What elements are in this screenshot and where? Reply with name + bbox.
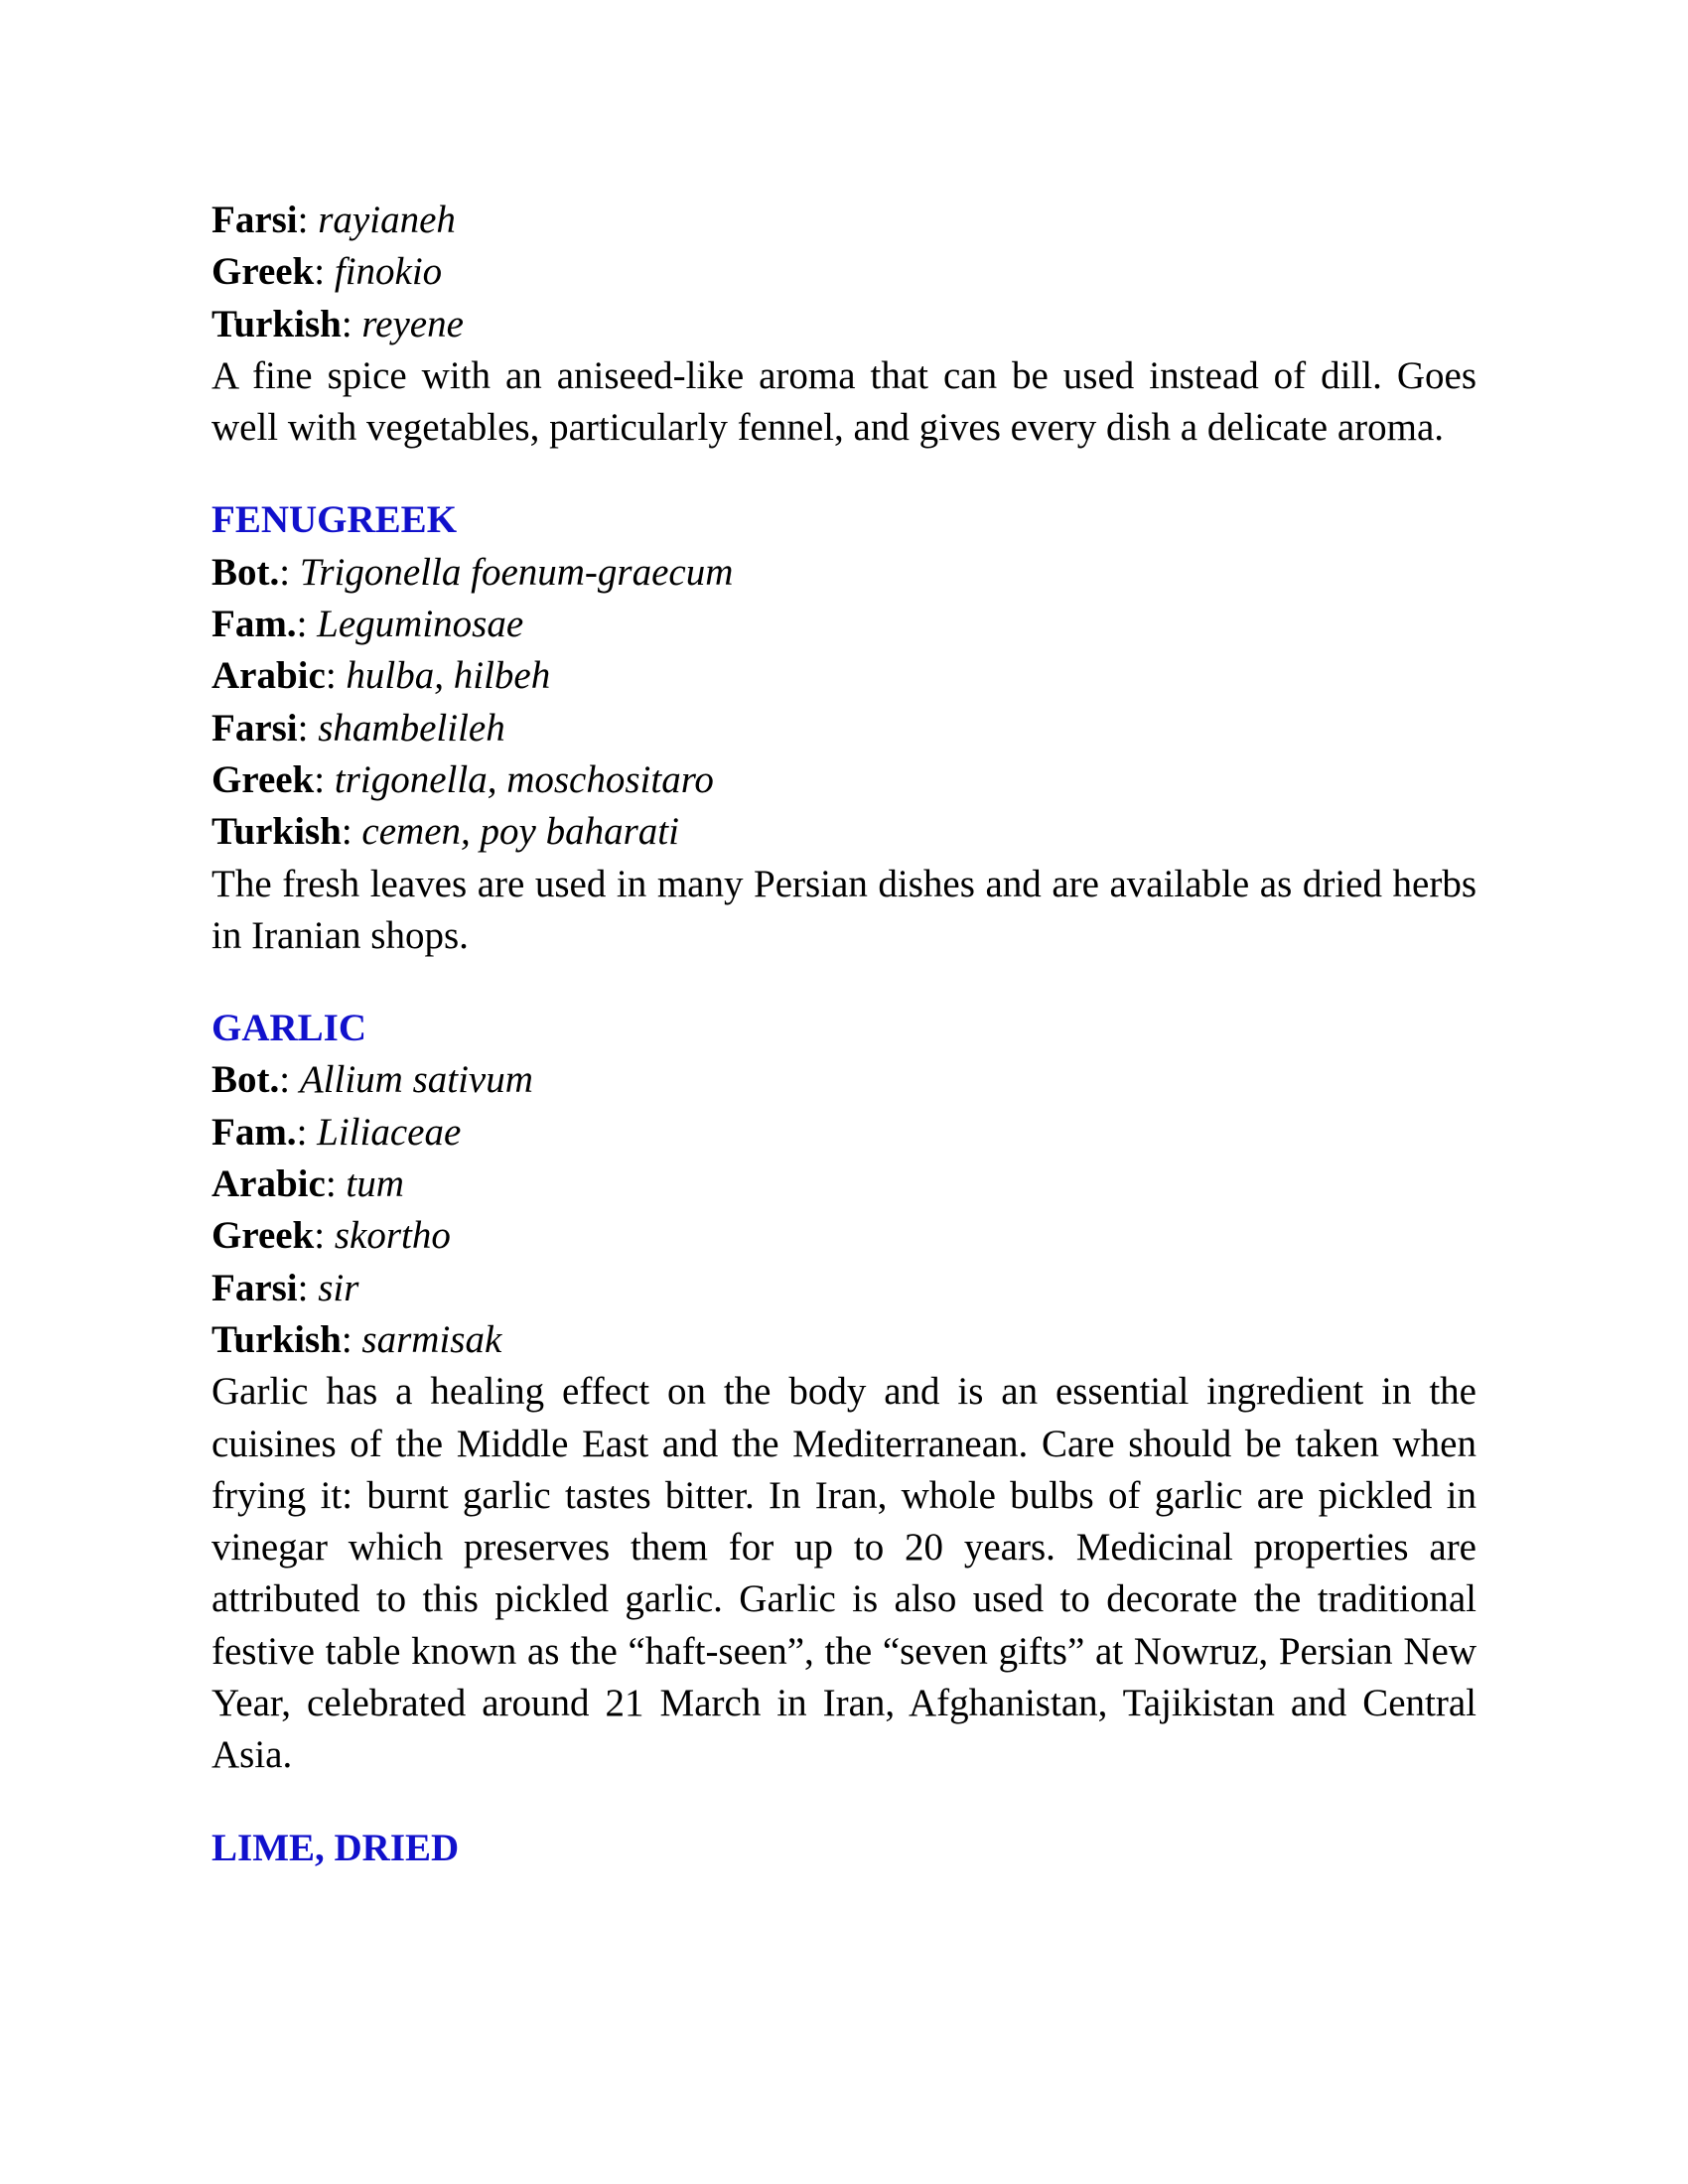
- fenugreek-fam-line: Fam.: Leguminosae: [211, 603, 524, 646]
- intro-description: A fine spice with an aniseed-like aroma that can be used instead of dill. Goes well with vegetables, particularly fennel, and gives every dish a delicate aroma.: [211, 353, 1477, 450]
- garlic-turkish-line: Turkish: sarmisak: [211, 1317, 502, 1361]
- name-term: Turkish: [211, 302, 342, 345]
- name-term: Farsi: [211, 706, 298, 750]
- name-value: skortho: [334, 1214, 451, 1258]
- name-line-greek: Greek: finokio: [211, 250, 443, 294]
- name-term: Bot.: [211, 550, 280, 594]
- name-term: Greek: [211, 757, 315, 801]
- name-term: Bot.: [211, 1058, 280, 1102]
- fenugreek-farsi-line: Farsi: shambelileh: [211, 706, 505, 750]
- name-value: rayianeh: [318, 199, 456, 241]
- name-term: Farsi: [211, 199, 298, 241]
- garlic-bot-line: Bot.: Allium sativum: [211, 1058, 533, 1102]
- name-term: Arabic: [211, 654, 326, 698]
- name-value: reyene: [361, 302, 464, 345]
- name-value: shambelileh: [318, 706, 505, 750]
- name-value: sir: [318, 1266, 359, 1309]
- name-value: Trigonella foenum-graecum: [299, 550, 734, 594]
- name-value: Liliaceae: [317, 1110, 462, 1154]
- garlic-fam-line: Fam.: Liliaceae: [211, 1110, 462, 1154]
- garlic-arabic-line: Arabic: tum: [211, 1162, 404, 1206]
- garlic-greek-line: Greek: skortho: [211, 1214, 451, 1258]
- fenugreek-turkish-line: Turkish: cemen, poy baharati: [211, 810, 679, 854]
- name-value: Leguminosae: [317, 603, 524, 646]
- name-term: Greek: [211, 1214, 315, 1258]
- section-gap: [211, 962, 1477, 1003]
- name-term: Turkish: [211, 1317, 342, 1361]
- name-value: hulba, hilbeh: [346, 654, 551, 698]
- name-value: Allium sativum: [299, 1058, 533, 1102]
- name-value: sarmisak: [361, 1317, 502, 1361]
- fenugreek-bot-line: Bot.: Trigonella foenum-graecum: [211, 550, 734, 594]
- fenugreek-description: The fresh leaves are used in many Persian dishes and are available as dried herbs in Iranian shops.: [211, 862, 1477, 957]
- lime-heading: LIME, DRIED: [211, 1826, 460, 1869]
- name-term: Fam.: [211, 1110, 297, 1154]
- name-value: cemen, poy baharati: [361, 810, 679, 854]
- name-term: Greek: [211, 250, 315, 294]
- garlic-farsi-line: Farsi: sir: [211, 1266, 359, 1309]
- document-page: [211, 195, 1477, 1874]
- name-term: Farsi: [211, 1266, 298, 1309]
- name-line-turkish: Turkish: reyene: [211, 302, 464, 345]
- name-term: Arabic: [211, 1162, 326, 1206]
- section-gap: [211, 454, 1477, 494]
- fenugreek-arabic-line: Arabic: hulba, hilbeh: [211, 654, 551, 698]
- section-gap: [211, 1782, 1477, 1823]
- name-value: tum: [346, 1162, 404, 1206]
- name-term: Turkish: [211, 810, 342, 854]
- name-line-farsi: Farsi: rayianeh: [211, 199, 456, 241]
- garlic-heading: GARLIC: [211, 1007, 367, 1050]
- fenugreek-greek-line: Greek: trigonella, moschositaro: [211, 757, 714, 801]
- name-value: finokio: [334, 250, 443, 294]
- garlic-description: Garlic has a healing effect on the body and is an essential ingredient in the cuisines of the Middle East and the Mediterranean. Care should be taken when frying it: burnt garlic tastes bitter. In Iran, whole bulbs of garlic are pickled in vinegar which preserves them for up to 20 years. Medicinal properties are attributed to this pickled garlic. Garlic is also used to decorate the traditional festive table known as the “haft-seen”, the “seven gifts” at Nowruz, Persian New Year, celebrated around 21 March in Iran, Afghanistan, Tajikistan and Central Asia.: [211, 1370, 1477, 1777]
- name-value: trigonella, moschositaro: [334, 757, 714, 801]
- name-term: Fam.: [211, 603, 297, 646]
- fenugreek-heading: FENUGREEK: [211, 498, 458, 542]
